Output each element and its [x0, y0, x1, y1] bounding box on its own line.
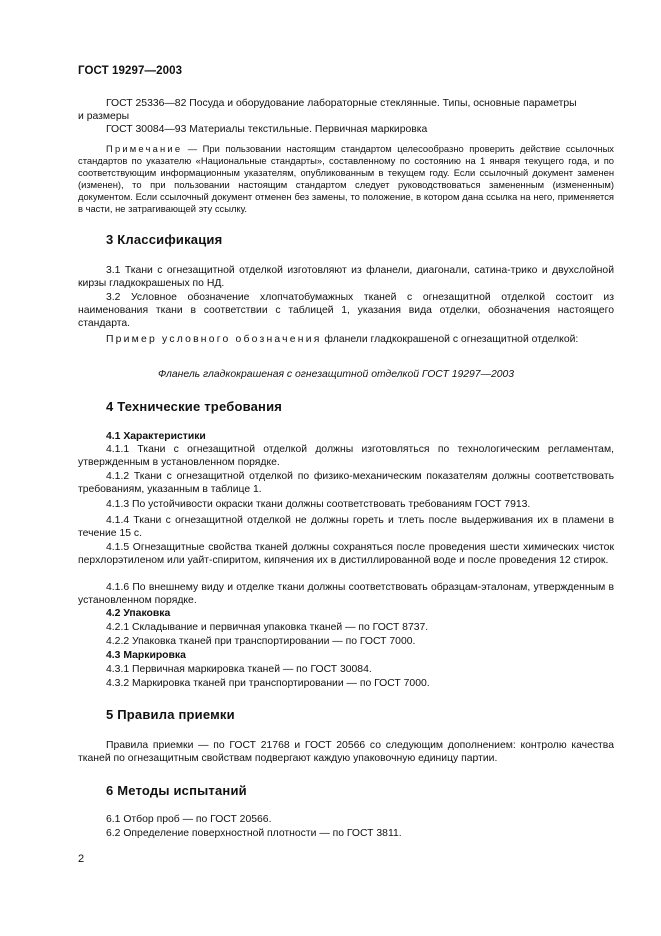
- paragraph: Правила приемки — по ГОСТ 21768 и ГОСТ 20566 со следующим дополнением: контролю качества тканей по огнезащитным свойствам подвергают каждую упаковочную единицу партии.: [78, 740, 614, 765]
- page-number: 2: [78, 853, 85, 865]
- section-heading: 5 Правила приемки: [106, 707, 235, 722]
- reference-line: ГОСТ 25336—82 Посуда и оборудование лабораторные стеклянные. Типы, основные параметры: [106, 98, 577, 109]
- note-text: — При пользовании настоящим стандартом целесообразно проверить действие ссылочных стандартов по указателю «Национальные стандарты», составленному по состоянию на 1 января текущего года, и по соответствующим информационным указателям, опубликованным в текущем году. Если ссылочный документ заменен (изменен), то при пользовании настоящим стандартом следует руководствоваться замененным (измененным) документом. Если ссылочный документ отменен без замены, то положение, в котором дана ссылка на него, применяется в части, не затрагивающей эту ссылку.: [78, 143, 614, 215]
- note-label: Примечание: [106, 143, 183, 154]
- reference-item: ГОСТ 30084—93 Материалы текстильные. Первичная маркировка: [106, 124, 428, 135]
- paragraph: 4.3.1 Первичная маркировка тканей — по ГОСТ 30084.: [106, 664, 372, 675]
- paragraph: 4.1.2 Ткани с огнезащитной отделкой по физико-механическим показателям должны соответствовать требованиям, указанным в таблице 1.: [78, 471, 614, 496]
- section-heading: 3 Классификация: [106, 232, 223, 247]
- example-designation: Фланель гладкокрашеная с огнезащитной отделкой ГОСТ 19297—2003: [158, 369, 515, 380]
- section-heading: 6 Методы испытаний: [106, 783, 247, 798]
- example-paragraph: [78, 333, 614, 346]
- reference-line: и размеры: [78, 111, 130, 123]
- paragraph: 4.2.2 Упаковка тканей при транспортировании — по ГОСТ 7000.: [106, 636, 416, 647]
- example-label: Пример условного обозначения: [106, 334, 322, 345]
- paragraph: 4.1.6 По внешнему виду и отделке ткани должны соответствовать образцам-эталонам, утвержденным в установленном порядке.: [78, 582, 614, 607]
- paragraph: 3.2 Условное обозначение хлопчатобумажных тканей с огнезащитной отделкой состоит из наименования ткани в соответствии с таблицей 1, указания вида отделки, обозначения настоящего стандарта.: [78, 292, 614, 330]
- subsection-heading: 4.2 Упаковка: [106, 608, 171, 619]
- paragraph: 4.1.3 По устойчивости окраски ткани должны соответствовать требованиям ГОСТ 7913.: [106, 499, 531, 510]
- subsection-heading: 4.3 Маркировка: [106, 650, 186, 661]
- note-paragraph: [78, 143, 614, 216]
- paragraph: 3.1 Ткани с огнезащитной отделкой изготовляют из фланели, диагонали, сатина-трико и двухслойной кирзы гладкокрашеных по НД.: [78, 265, 614, 290]
- subsection-heading: 4.1 Характеристики: [106, 431, 206, 442]
- paragraph: 6.2 Определение поверхностной плотности — по ГОСТ 3811.: [106, 828, 402, 839]
- paragraph: 4.2.1 Складывание и первичная упаковка тканей — по ГОСТ 8737.: [106, 622, 429, 633]
- paragraph: 4.1.4 Ткани с огнезащитной отделкой не должны гореть и тлеть после выдерживания их в пламени в течение 15 с.: [78, 515, 614, 540]
- example-text: фланели гладкокрашеной с огнезащитной отделкой:: [321, 334, 579, 345]
- page-header: ГОСТ 19297—2003: [78, 65, 183, 77]
- paragraph: 4.1.5 Огнезащитные свойства тканей должны сохраняться после проведения шести химических чисток перхлорэтиленом или уайт-спиритом, кипячения их в дистиллированной воде и после проведения 12 стирок.: [78, 542, 614, 567]
- reference-item: [78, 97, 614, 123]
- paragraph: 6.1 Отбор проб — по ГОСТ 20566.: [106, 814, 272, 825]
- paragraph: 4.3.2 Маркировка тканей при транспортировании — по ГОСТ 7000.: [106, 678, 430, 689]
- paragraph: 4.1.1 Ткани с огнезащитной отделкой должны изготовляться по технологическим регламентам, утвержденным в установленном порядке.: [78, 444, 614, 469]
- section-heading: 4 Технические требования: [106, 399, 283, 414]
